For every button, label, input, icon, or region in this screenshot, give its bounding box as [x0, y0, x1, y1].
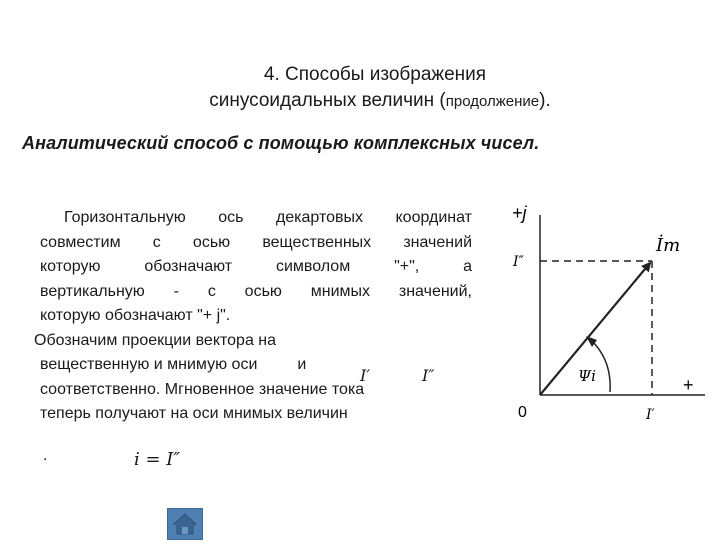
current-formula: i = I″	[134, 449, 181, 470]
phasor-diagram	[500, 195, 715, 430]
para2-line-4: теперь получают на оси мнимых величин	[40, 405, 348, 422]
origin-label: 0	[518, 404, 527, 421]
para1-line-5: которую обозначают "+ j".	[40, 307, 231, 324]
inline-symbol-imag: I″	[422, 366, 435, 385]
angle-label: Ψi	[578, 367, 596, 385]
para2-line-3: соответственно. Мгновенное значение тока	[40, 380, 365, 398]
real-projection-label: I′	[646, 407, 655, 423]
axis-label-plus: +	[683, 375, 694, 395]
para2-line-5: .	[43, 447, 48, 464]
title-line-2-end: ).	[539, 90, 551, 111]
section-subtitle: Аналитический способ с помощью комплексных чисел.	[22, 133, 540, 153]
para1-line-3: которую обозначают символом "+", а	[40, 258, 472, 275]
home-icon	[168, 509, 202, 539]
para2-line-1: Обозначим проекции вектора на	[34, 331, 277, 349]
inline-symbol-real: I′	[360, 366, 370, 385]
title-line-2-main: синусоидальных величин (	[209, 90, 446, 111]
title-line-2-small: продолжение	[445, 93, 540, 110]
title-line-2	[0, 88, 720, 115]
home-button[interactable]	[167, 508, 203, 540]
vector-label: İm	[656, 235, 681, 256]
body-text	[34, 206, 472, 427]
para1-line-2: совместим с осью вещественных значений	[40, 233, 472, 251]
paragraph-axes	[40, 206, 472, 329]
para1-line-1: Горизонтальную ось декартовых координат	[64, 209, 472, 226]
imag-projection-label: I″	[513, 254, 524, 270]
paragraph-projections	[34, 329, 472, 427]
para1-line-4: вертикальную - с осью мнимых значений,	[40, 282, 472, 300]
axis-label-plus-j: +j	[512, 203, 527, 223]
slide-title	[0, 62, 720, 115]
title-line-1: 4. Способы изображения	[263, 64, 487, 85]
para2-line-2: вещественную и мнимую оси и	[40, 356, 307, 373]
